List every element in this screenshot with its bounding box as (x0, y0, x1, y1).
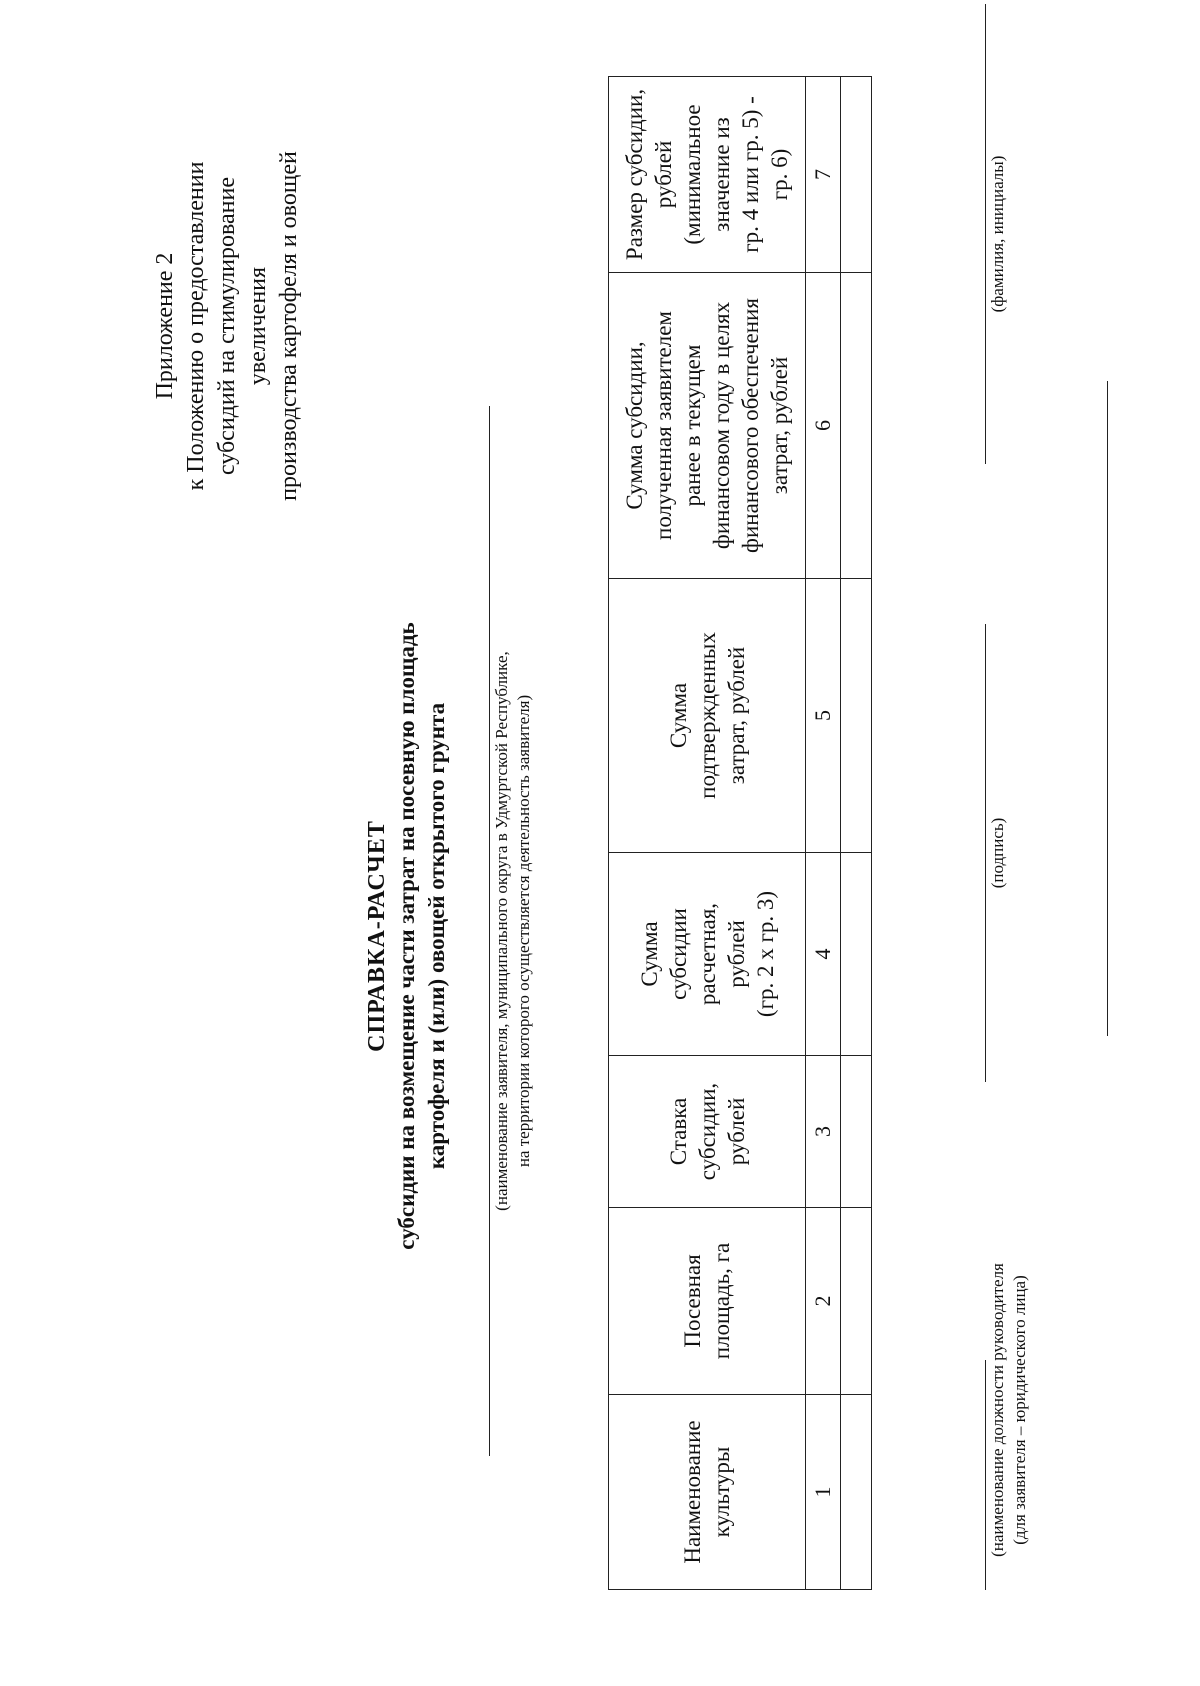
header-text: гр. 6) (767, 148, 792, 201)
title-line: субсидии на возмещение части затрат на посевную площадь (394, 622, 419, 1250)
caption-line: (наименование заявителя, муниципального округа в Удмуртской Республике, (492, 651, 511, 1211)
header-text: Наименование (680, 1420, 705, 1564)
header-text: значение из (709, 117, 734, 232)
extra-line (1107, 381, 1108, 1036)
header-text: затрат, рублей (767, 356, 792, 495)
header-text: Ставка (665, 1097, 691, 1166)
header-text: субсидии (665, 908, 691, 1000)
table-cell[interactable] (841, 1056, 872, 1208)
column-number: 1 (806, 1395, 841, 1590)
column-number: 2 (806, 1208, 841, 1395)
column-number: 4 (806, 853, 841, 1056)
header-text: гр. 4 или гр. 5) - (738, 96, 763, 253)
caption-line: на территории которого осуществляется деятельность заявителя) (514, 694, 533, 1168)
header-text: Сумма (636, 921, 662, 987)
header-cell (609, 579, 806, 853)
header-cell (609, 77, 806, 273)
table-cell[interactable] (841, 1395, 872, 1590)
table-cell[interactable] (841, 579, 872, 853)
table-cell[interactable] (841, 853, 872, 1056)
applicant-caption (491, 406, 535, 1456)
title-main: СПРАВКА-РАСЧЕТ (364, 820, 390, 1052)
header-text: (минимальное (680, 104, 705, 245)
header-text: рублей (723, 920, 749, 988)
caption-line: (наименование должности руководителя (988, 1263, 1007, 1557)
table-cell[interactable] (841, 77, 872, 273)
table-cell[interactable] (841, 1208, 872, 1395)
name-line[interactable] (985, 4, 986, 464)
column-number: 5 (806, 579, 841, 853)
header-cell (609, 273, 806, 579)
signature-caption: (подпись) (988, 817, 1007, 889)
calculation-table (608, 76, 872, 1590)
position-caption (987, 1230, 1031, 1590)
header-text: Размер субсидии, (622, 88, 647, 261)
header-cell (609, 1208, 806, 1395)
column-number: 7 (806, 77, 841, 273)
signature-line[interactable] (985, 624, 986, 1082)
appendix-block (150, 136, 305, 516)
header-text: расчетная, (694, 902, 720, 1006)
header-cell (609, 1395, 806, 1590)
header-text: Посевная (680, 1254, 705, 1348)
header-text: ранее в текущем (680, 344, 705, 507)
header-text: затрат, рублей (723, 646, 749, 785)
header-text: субсидии, (694, 1082, 720, 1181)
table-cell[interactable] (841, 273, 872, 579)
caption-line: (для заявителя – юридического лица) (1010, 1275, 1029, 1545)
appendix-line: субсидий на стимулирование увеличения (214, 176, 271, 476)
table-row (841, 77, 872, 1590)
title-line: картофеля и (или) овощей открытого грунта (424, 702, 449, 1170)
applicant-input-line[interactable] (489, 406, 490, 1456)
header-cell (609, 1056, 806, 1208)
document-title (362, 336, 452, 1536)
name-caption: (фамилия, инициалы) (988, 155, 1007, 313)
header-text: (гр. 2 х гр. 3) (752, 890, 778, 1018)
header-text: рублей (723, 1097, 749, 1166)
header-text: культуры (709, 1446, 734, 1538)
header-text: Сумма (665, 682, 691, 749)
column-number: 3 (806, 1056, 841, 1208)
position-line[interactable] (985, 1360, 986, 1590)
header-text: финансовом году в целях (709, 301, 734, 550)
header-text: финансового обеспечения (738, 298, 763, 553)
header-text: площадь, га (709, 1242, 734, 1360)
header-text: рублей (651, 140, 676, 209)
table-header-row (609, 77, 806, 1590)
column-number: 6 (806, 273, 841, 579)
appendix-line: к Положению о предоставлении (183, 161, 209, 491)
appendix-line: производства картофеля и овощей (276, 151, 302, 501)
header-text: Сумма субсидии, (622, 341, 647, 510)
column-number-row (806, 77, 841, 1590)
appendix-line: Приложение 2 (152, 252, 178, 400)
header-cell (609, 853, 806, 1056)
header-text: полученная заявителем (651, 311, 676, 540)
header-text: подтвержденных (694, 632, 720, 799)
